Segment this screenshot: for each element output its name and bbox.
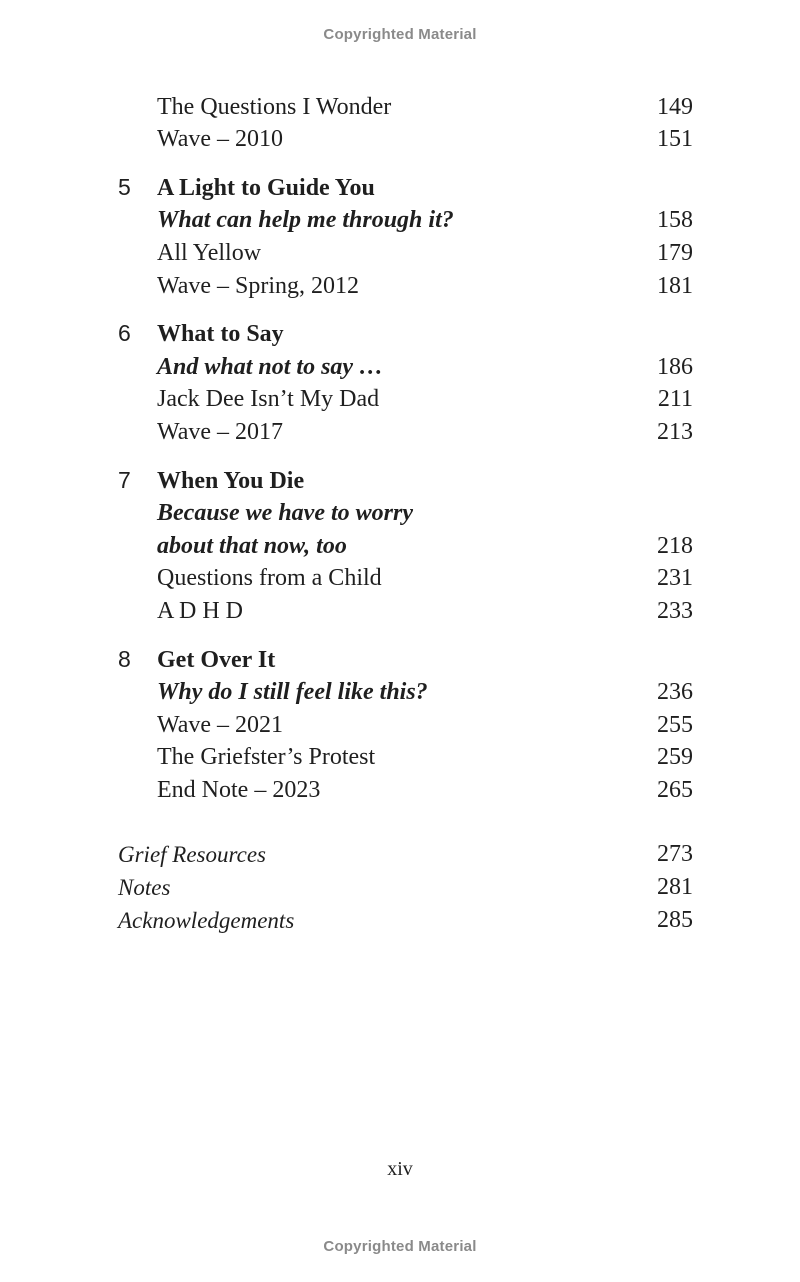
chapter-title: When You Die [157,467,305,494]
entry-title: Wave – 2021 [157,711,284,738]
subtitle-line: Why do I still feel like this? [157,679,428,706]
toc-entry[interactable] [0,596,800,629]
entry-title: Questions from a Child [157,565,382,592]
toc-entry[interactable] [0,743,800,776]
toc-entry[interactable] [0,905,800,938]
entry-page: 255 [657,711,693,738]
entry-page: 151 [657,126,693,153]
entry-page: 273 [657,841,693,868]
chapter-subtitle[interactable] [0,678,800,711]
back-matter [0,840,800,938]
entry-title: The Questions I Wonder [157,93,392,120]
entry-title: Wave – 2010 [157,126,284,153]
toc-entry[interactable] [0,125,800,158]
toc-entry[interactable] [0,710,800,743]
subtitle-line: What can help me through it? [157,207,454,234]
entry-page: 181 [657,272,693,299]
toc-entry[interactable] [0,238,800,271]
chapter-subtitle[interactable] [0,499,800,532]
entry-page: 213 [657,418,693,445]
toc-entry[interactable] [0,775,800,808]
entry-page: 265 [657,776,693,803]
chapter-heading[interactable] [0,466,800,499]
subtitle-line: Because we have to worry [157,500,413,527]
chapter-subtitle[interactable] [0,531,800,564]
entry-title: Wave – 2017 [157,418,284,445]
chapter-heading[interactable] [0,320,800,353]
watermark-top: Copyrighted Material [323,26,477,43]
page-number: xiv [387,1158,413,1180]
entry-page: 259 [657,744,693,771]
toc-entry[interactable] [0,271,800,304]
entry-title: All Yellow [157,239,262,266]
toc-entry[interactable] [0,564,800,597]
entry-title: Notes [118,875,171,901]
entry-page: 149 [657,93,693,120]
chapter-number: 8 [118,645,131,672]
chapter-subtitle[interactable] [0,206,800,239]
entry-title: Grief Resources [118,842,266,868]
entry-page: 285 [657,906,693,933]
subtitle-line: about that now, too [157,532,347,559]
watermark-bottom: Copyrighted Material [323,1238,477,1255]
toc-entry[interactable] [0,872,800,905]
toc-entry[interactable] [0,92,800,125]
chapter-title: Get Over It [157,646,276,673]
entry-title: End Note – 2023 [157,776,321,803]
chapter-title: A Light to Guide You [157,174,375,201]
entry-page: 158 [657,207,693,234]
toc-entry[interactable] [0,417,800,450]
chapter-number: 7 [118,466,131,493]
chapter-number: 6 [118,320,131,347]
subtitle-line: And what not to say … [157,353,384,380]
entry-title: Acknowledgements [118,907,295,933]
toc-entry[interactable] [0,840,800,873]
chapter-heading[interactable] [0,645,800,678]
chapter-title: What to Say [157,321,284,348]
chapter-number: 5 [118,173,131,200]
entry-page: 218 [657,532,693,559]
toc-entry[interactable] [0,385,800,418]
chapter-heading[interactable] [0,173,800,206]
entry-page: 233 [657,597,693,624]
table-of-contents [0,92,800,938]
entry-title: A D H D [157,597,244,624]
entry-title: Jack Dee Isn’t My Dad [157,386,380,413]
entry-page: 281 [657,874,693,901]
chapter-subtitle[interactable] [0,352,800,385]
entry-title: Wave – Spring, 2012 [157,272,360,299]
entry-page: 211 [657,386,693,413]
entry-page: 186 [657,353,693,380]
entry-page: 236 [657,679,693,706]
entry-page: 231 [657,565,693,592]
entry-page: 179 [657,239,693,266]
entry-title: The Griefster’s Protest [157,744,376,771]
